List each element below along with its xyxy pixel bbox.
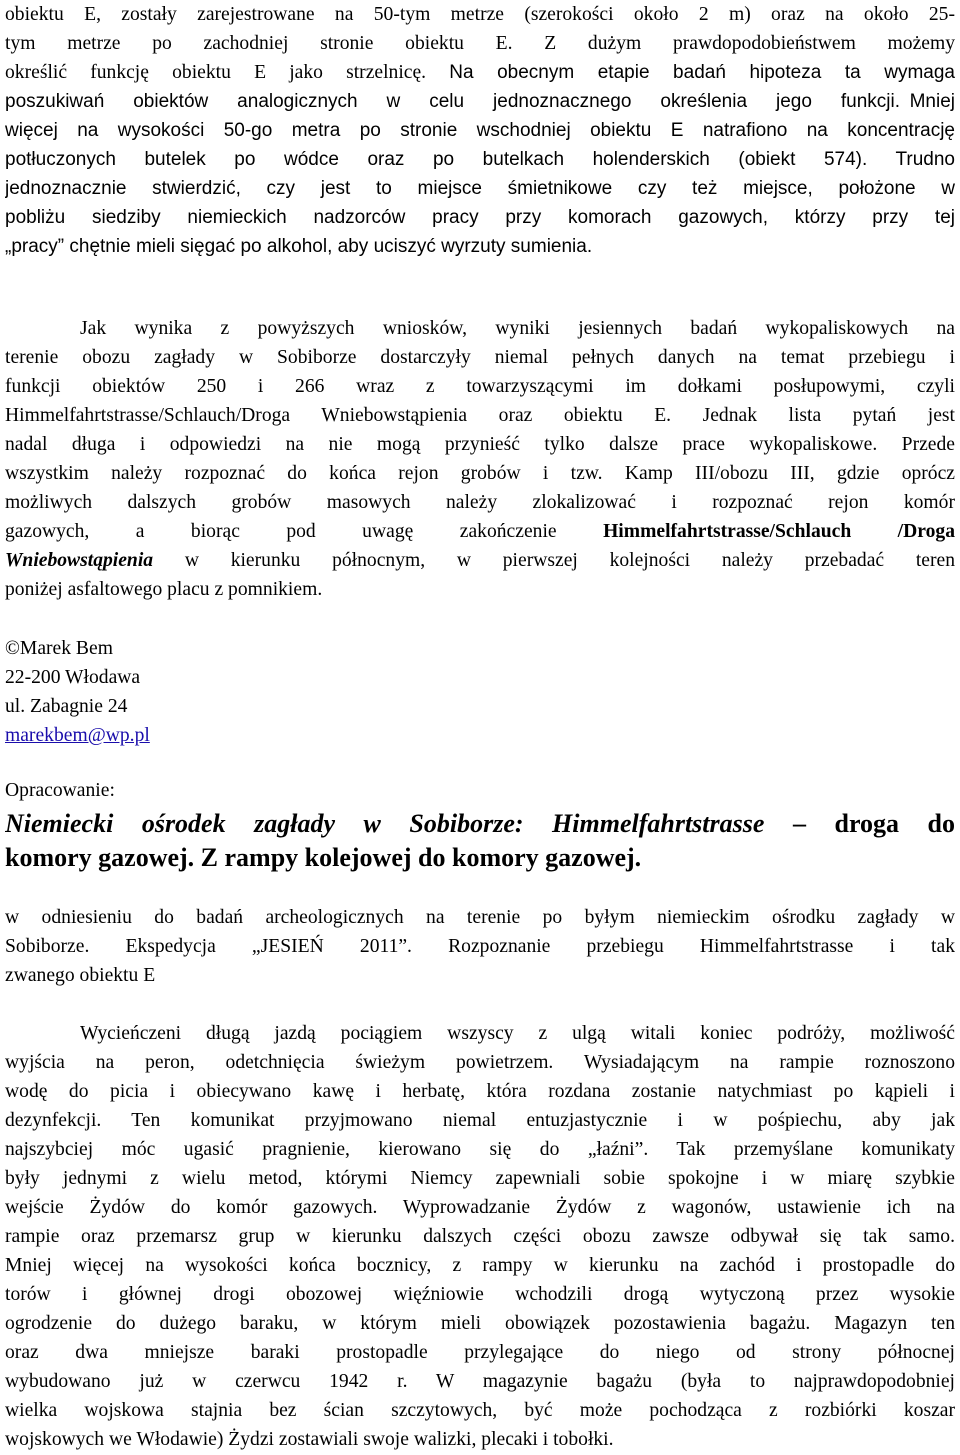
heading-label: Opracowanie: [5, 780, 115, 801]
text-run: potłuczonych butelek po wódce oraz po butelkach holenderskich (obiekt 574). [5, 149, 868, 170]
text-line: terenie obozu zagłady w Sobiborze dostarczyły niemal pełnych danych na temat przebiegu i [5, 347, 955, 368]
text-line: ogrodzenie do dużego baraku, w którym mieli obowiązek pozostawienia bagażu. Magazyn ten [5, 1313, 955, 1334]
copyright-symbol: © [5, 638, 20, 659]
text-line: wejście Żydów do komór gazowych. Wyprowadzanie Żydów z wagonów, ustawienie ich na [5, 1197, 955, 1218]
text-line [5, 145, 955, 174]
text-line: funkcji obiektów 250 i 266 wraz z towarzyszącymi im dołkami posłupowymi, czyli [5, 376, 955, 397]
text-line [5, 546, 955, 575]
text-line: Wycieńczeni długą jazdą pociągiem wszyscy z ulgą witali koniec podróży, możliwość [80, 1023, 955, 1044]
paragraph-1-tail [5, 87, 955, 116]
text-run: określić funkcję obiektu E jako strzelnicę. [5, 62, 427, 83]
text-line: możliwych dalszych grobów masowych należy zlokalizować i rozpoznać rejon komór [5, 492, 955, 513]
text-line: były jednymi z wielu metod, którymi Niemcy zapewniali sobie spokojne i w miarę szybkie [5, 1168, 955, 1189]
text-line: wyjścia na peron, odetchnięcia świeżym powietrzem. Wysiadającym na rampie roznoszono [5, 1052, 955, 1073]
title-italic: Niemiecki ośrodek zagłady w Sobiborze: Himmelfahrtstrasse [5, 809, 765, 838]
author-name: Marek Bem [19, 638, 113, 659]
paragraph-1 [5, 0, 955, 261]
text-line: obiektu E, zostały zarejestrowane na 50-tym metrze (szerokości około 2 m) oraz na około 25- [5, 4, 955, 25]
text-line: wojskowych we Włodawie) Żydzi zostawiali swoje walizki, plecaki i tobołki. [5, 1429, 614, 1450]
text-line: rampie oraz przemarsz grup w kierunku dalszych części obozu zawsze odbywał się tak samo. [5, 1226, 955, 1247]
text-line: „pracy” chętnie mieli sięgać po alkohol, aby uciszyć wyrzuty sumienia. [5, 236, 593, 257]
emphasis-text: Himmelfahrtstrasse/Schlauch /Droga [603, 521, 955, 542]
email-link[interactable]: marekbem@wp.pl [5, 725, 150, 746]
heading-label-block [5, 776, 955, 805]
author-email-line [5, 721, 955, 750]
text-line: w odniesieniu do badań archeologicznych na terenie po byłym niemieckim ośrodku zagłady w [5, 907, 955, 928]
author-name-line [5, 634, 955, 663]
subtitle [5, 903, 955, 990]
text-run: gazowych, a biorąc pod uwagę zakończenie [5, 521, 557, 542]
text-run: Na obecnym etapie badań hipoteza ta wymaga [449, 62, 955, 83]
text-line: wodę do picia i obiecywano kawę i herbatę, która rozdana zostanie natychmiast po kąpieli i [5, 1081, 955, 1102]
text-line: Jak wynika z powyższych wniosków, wyniki jesiennych badań wykopaliskowych na [80, 318, 955, 339]
author-block [5, 634, 955, 750]
text-line: torów i głównej drogi obozowej więźniowie wchodzili drogą wytyczoną przez wysokie [5, 1284, 955, 1305]
paragraph-2 [5, 314, 955, 604]
text-run: Mniej [909, 91, 955, 112]
text-line [5, 58, 955, 87]
text-line: wszystkim należy rozpoznać do końca rejon grobów i tzw. Kamp III/obozu III, gdzie oprócz [5, 463, 955, 484]
title-line-2: komory gazowej. Z rampy kolejowej do komory gazowej. [5, 843, 642, 872]
text-line: najszybciej móc ugasić pragnienie, kierowano się do „łaźni”. Tak przemyślane komunikaty [5, 1139, 955, 1160]
emphasis-text: Wniebowstąpienia [5, 550, 154, 571]
author-postal: 22-200 Włodawa [5, 667, 141, 688]
author-street: ul. Zabagnie 24 [5, 696, 128, 717]
text-line: nadal długa i odpowiedzi na nie mogą przynieść tylko dalsze prace wykopaliskowe. Przede [5, 434, 955, 455]
text-line: oraz dwa mniejsze baraki prostopadle przylegające do niego od strony północnej [5, 1342, 955, 1363]
text-line: więcej na wysokości 50-go metra po stronie wschodniej obiektu E natrafiono na koncentrację [5, 120, 955, 141]
text-line: zwanego obiektu E [5, 965, 156, 986]
text-line: wybudowano już w czerwcu 1942 r. W magazynie bagażu (była to najprawdopodobniej [5, 1371, 955, 1392]
text-line: Sobiborze. Ekspedycja „JESIEŃ 2011”. Rozpoznanie przebiegu Himmelfahrtstrasse i tak [5, 936, 955, 957]
text-run: Trudno [895, 149, 955, 170]
text-line: dezynfekcji. Ten komunikat przyjmowano niemal entuzjastycznie i w pośpiechu, aby jak [5, 1110, 955, 1131]
title-rest: – droga do [792, 809, 955, 838]
text-line: wielka wojskowa stajnia bez ścian szczytowych, być może pochodząca z rozbiórki koszar [5, 1400, 955, 1421]
paragraph-3 [5, 1019, 955, 1454]
text-line: Mniej więcej na wysokości końca bocznicy, z rampy w kierunku na zachód i prostopadle do [5, 1255, 955, 1276]
text-line: jednoznacznie stwierdzić, czy jest to miejsce śmietnikowe czy też miejsce, położone w [5, 178, 955, 199]
text-line [5, 517, 955, 546]
text-line: pobliżu siedziby niemieckich nadzorców pracy przy komorach gazowych, którzy przy tej [5, 207, 955, 228]
title-line-1 [5, 807, 955, 841]
text-line: poniżej asfaltowego placu z pomnikiem. [5, 579, 323, 600]
document-title [5, 807, 955, 875]
text-line: poszukiwań obiektów analogicznych w celu jednoznacznego określenia jego funkcji. [5, 91, 900, 112]
text-line: tym metrze po zachodniej stronie obiektu E. Z dużym prawdopodobieństwem możemy [5, 33, 955, 54]
text-line: Himmelfahrtstrasse/Schlauch/Droga Wniebowstąpienia oraz obiektu E. Jednak lista pytań jest [5, 405, 955, 426]
text-run: w kierunku północnym, w pierwszej kolejności należy przebadać teren [184, 550, 955, 571]
